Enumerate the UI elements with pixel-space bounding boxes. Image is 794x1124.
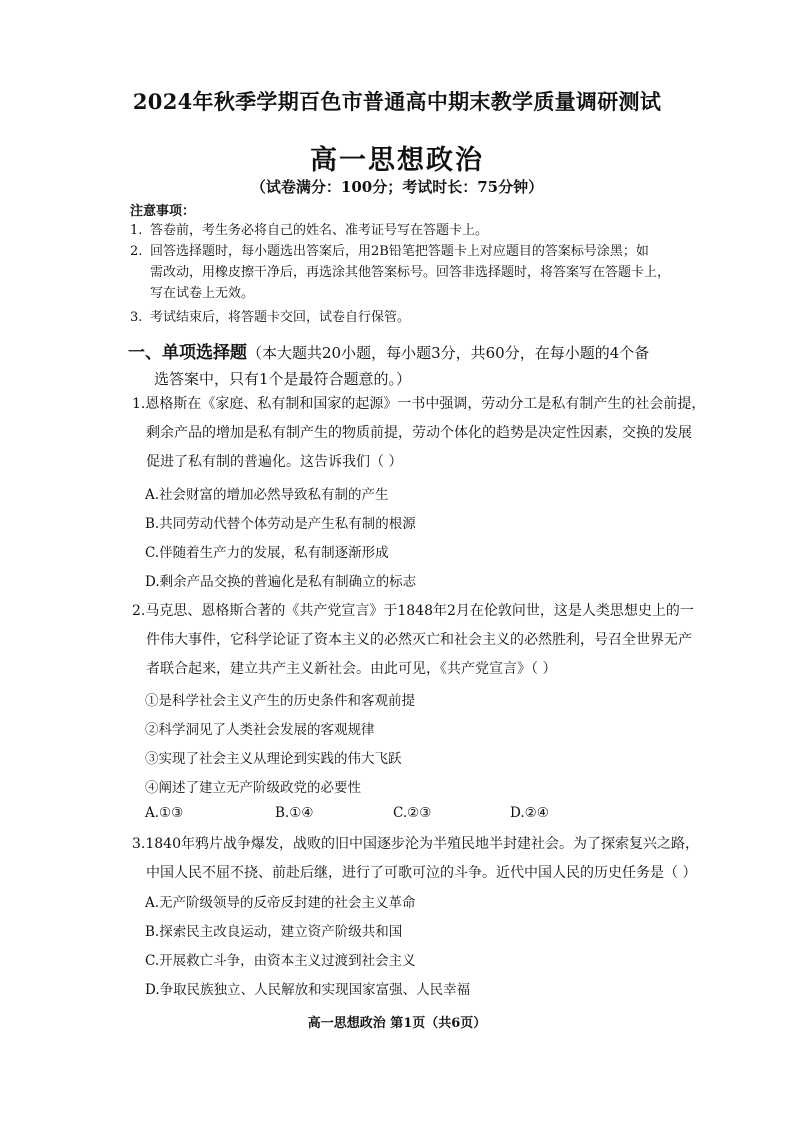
notice-item-1 <box>130 220 720 241</box>
option-c: C.伴随着生产力的发展，私有制逐渐形成 <box>145 545 389 561</box>
question-1 <box>132 390 722 477</box>
notice-text: 答卷前，考生务必将自己的姓名、准考证号写在答题卡上。 <box>150 223 489 238</box>
option-b: B.①④ <box>275 805 314 821</box>
question-text: 3.1840年鸦片战争爆发，战败的旧中国逐步沦为半殖民地半封建社会。为了探索复兴之路， <box>132 836 699 852</box>
notice-num: 2. <box>130 244 143 259</box>
option-d: D.②④ <box>510 805 549 821</box>
question-text: 者联合起来，建立共产主义新社会。由此可见，《共产党宣言》（ ） <box>146 661 557 677</box>
question-text: 剩余产品的增加是私有制产生的物质前提，劳动个体化的趋势是决定性因素，交换的发展 <box>146 425 692 441</box>
option-b: B.探索民主改良运动，建立资产阶级共和国 <box>145 924 403 940</box>
notice-num: 1. <box>130 223 143 238</box>
notice-item-2 <box>130 241 720 304</box>
option-d: D.剩余产品交换的普遍化是私有制确立的标志 <box>145 574 417 590</box>
notice-heading: 注意事项： <box>130 204 196 219</box>
option-c: C.②③ <box>393 805 432 821</box>
question-2 <box>132 597 722 684</box>
question-text: 中国人民不屈不挠、前赴后继，进行了可歌可泣的斗争。近代中国人民的历史任务是（ ） <box>146 865 697 881</box>
section-desc: （本大题共20小题，每小题3分，共60分，在每小题的4个备 <box>247 344 650 362</box>
option-a: A.社会财富的增加必然导致私有制的产生 <box>145 487 389 503</box>
statement-4: ④阐述了建立无产阶级政党的必要性 <box>145 780 361 796</box>
question-3 <box>132 830 722 888</box>
section-heading <box>128 340 728 392</box>
notice-text: 需改动，用橡皮擦干净后，再选涂其他答案标号。回答非选择题时，将答案写在答题卡上， <box>150 265 671 280</box>
question-text: 件伟大事件，它科学论证了资本主义的必然灭亡和社会主义的必然胜利，号召全世界无产 <box>146 632 692 648</box>
page-footer: 高一思想政治 第1页（共6页） <box>307 1016 487 1031</box>
section-title: 一、单项选择题 <box>128 343 247 363</box>
exam-title: 2024年秋季学期百色市普通高中期末教学质量调研测试 <box>132 89 662 114</box>
exam-subject: 高一思想政治 <box>310 145 484 176</box>
option-c: C.开展救亡斗争，由资本主义过渡到社会主义 <box>145 953 416 969</box>
notice-text: 写在试卷上无效。 <box>150 286 255 301</box>
notice-text: 回答选择题时，每小题选出答案后，用2B铅笔把答题卡上对应题目的答案标号涂黑；如 <box>150 244 649 259</box>
question-text: 促进了私有制的普遍化。这告诉我们（ ） <box>146 454 403 470</box>
option-d: D.争取民族独立、人民解放和实现国家富强、人民幸福 <box>145 982 471 998</box>
option-a: A.无产阶级领导的反帝反封建的社会主义革命 <box>145 895 416 911</box>
option-b: B.共同劳动代替个体劳动是产生私有制的根源 <box>145 516 416 532</box>
notice-text: 考试结束后，将答题卡交回，试卷自行保管。 <box>150 310 411 325</box>
question-text: 1.恩格斯在《家庭、私有制和国家的起源》一书中强调，劳动分工是私有制产生的社会前提， <box>132 396 706 412</box>
notice-num: 3. <box>130 310 143 325</box>
statement-1: ①是科学社会主义产生的历史条件和客观前提 <box>145 693 415 709</box>
exam-info: （试卷满分：100分；考试时长：75分钟） <box>250 178 544 196</box>
question-text: 2.马克思、恩格斯合著的《共产党宣言》于1848年2月在伦敦问世，这是人类思想史上的一 <box>132 603 694 619</box>
section-desc: 选答案中，只有1个是最符合题意的。） <box>154 370 412 388</box>
notice-item-3 <box>130 307 720 328</box>
option-a: A.①③ <box>145 805 184 821</box>
statement-3: ③实现了社会主义从理论到实践的伟大飞跃 <box>145 751 402 767</box>
statement-2: ②科学洞见了人类社会发展的客观规律 <box>145 722 375 738</box>
